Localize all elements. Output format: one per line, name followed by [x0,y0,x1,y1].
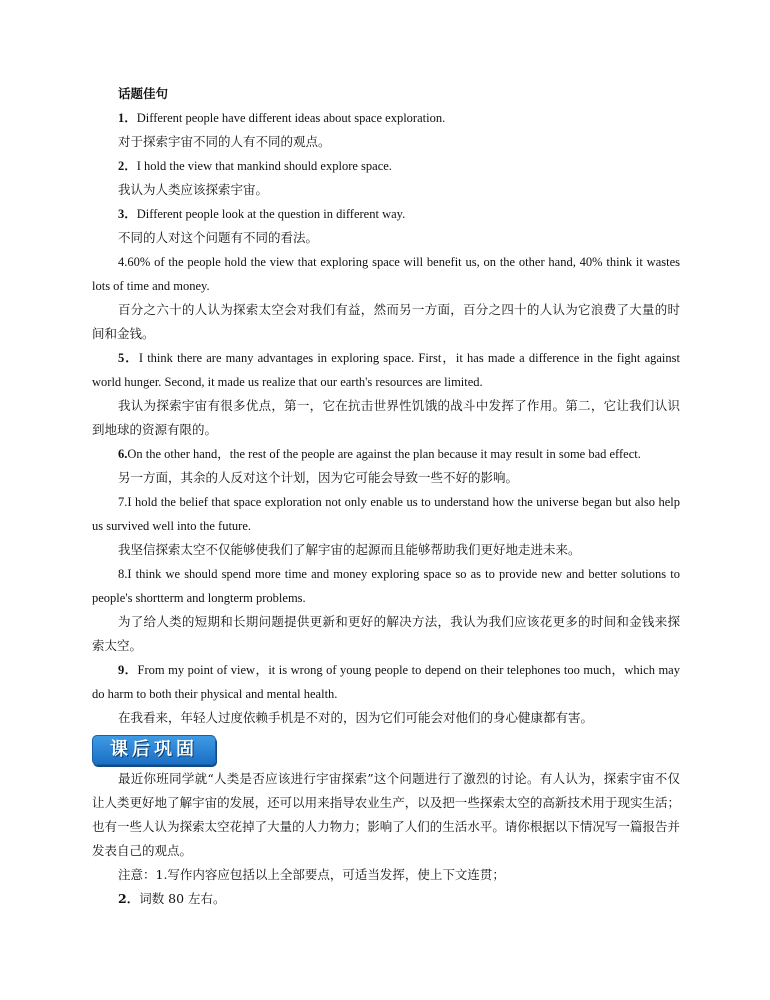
item-number: 5． [118,351,139,365]
banner-row [92,733,680,767]
task-prompt: 最近你班同学就“人类是否应该进行宇宙探索”这个问题进行了激烈的讨论。有人认为，探索宇宙不仅让人类更好地了解宇宙的发展，还可以用来指导农业生产，以及把一些探索太空的高新技术用于现实生活；也有一些人认为探索太空花掉了大量的人力物力；影响了人们的生活水平。请你根据以下情况写一篇报告并发表自己的观点。 [92,771,680,858]
sentence-item-4 [92,250,680,346]
task-note-2: 2．词数 80 左右。 [118,891,226,906]
item-number: 3． [118,207,137,221]
chinese-translation: 在我看来，年轻人过度依赖手机是不对的，因为它们可能会对他们的身心健康都有害。 [118,710,594,725]
chinese-translation: 我认为人类应该探索宇宙。 [118,182,269,197]
chinese-translation: 我坚信探索太空不仅能够使我们了解宇宙的起源而且能够帮助我们更好地走进未来。 [118,542,581,557]
sentence-item-2 [92,154,680,202]
chinese-translation: 对于探索宇宙不同的人有不同的观点。 [118,134,331,149]
english-sentence: 3．Different people look at the question in different way. [118,207,406,221]
chinese-translation: 百分之六十的人认为探索太空会对我们有益，然而另一方面，百分之四十的人认为它浪费了大量的时间和金钱。 [92,302,680,341]
english-sentence: 5．I think there are many advantages in exploring space. First，it has made a difference in the fight against world hunger. Second, it made us realize that our earth's resources are limited. [92,351,680,389]
section-banner: 课后巩固 [92,735,216,765]
sentence-item-9 [92,658,680,730]
chinese-translation: 我认为探索宇宙有很多优点，第一，它在抗击世界性饥饿的战斗中发挥了作用。第二，它让我们认识到地球的资源有限的。 [92,398,680,437]
sentence-list [92,106,680,730]
chinese-translation: 另一方面，其余的人反对这个计划，因为它可能会导致一些不好的影响。 [118,470,519,485]
writing-task [92,767,680,911]
task-note-1: 注意：1.写作内容应包括以上全部要点，可适当发挥，使上下文连贯； [118,867,505,882]
item-number: 9． [118,663,138,677]
document-page [92,82,680,911]
english-sentence: 4.60% of the people hold the view that exploring space will benefit us, on the other hand, 40% think it wastes lots of time and money. [92,255,680,293]
sentence-item-3 [92,202,680,250]
english-sentence: 8.I think we should spend more time and money exploring space so as to provide new and better solutions to people's shortterm and longterm problems. [92,567,680,605]
english-sentence: 1．Different people have different ideas about space exploration. [118,111,446,125]
chinese-translation: 不同的人对这个问题有不同的看法。 [118,230,319,245]
english-sentence: 9．From my point of view，it is wrong of young people to depend on their telephones too much，which may do harm to both their physical and mental health. [92,663,680,701]
item-number: 6. [118,447,128,461]
english-sentence: 7.I hold the belief that space exploration not only enable us to understand how the universe began but also help us survived well into the future. [92,495,680,533]
sentence-item-6 [92,442,680,490]
english-sentence: 6.On the other hand，the rest of the people are against the plan because it may result in some bad effect. [118,447,641,461]
chinese-translation: 为了给人类的短期和长期问题提供更新和更好的解决方法，我认为我们应该花更多的时间和金钱来探索太空。 [92,614,680,653]
sentence-item-1 [92,106,680,154]
sentence-item-7 [92,490,680,562]
item-number: 1． [118,111,137,125]
item-number: 2． [118,159,137,173]
sentence-item-5 [92,346,680,442]
section-heading: 话题佳句 [118,86,169,101]
item-number: 2． [118,891,140,906]
english-sentence: 2．I hold the view that mankind should explore space. [118,159,392,173]
sentence-item-8 [92,562,680,658]
